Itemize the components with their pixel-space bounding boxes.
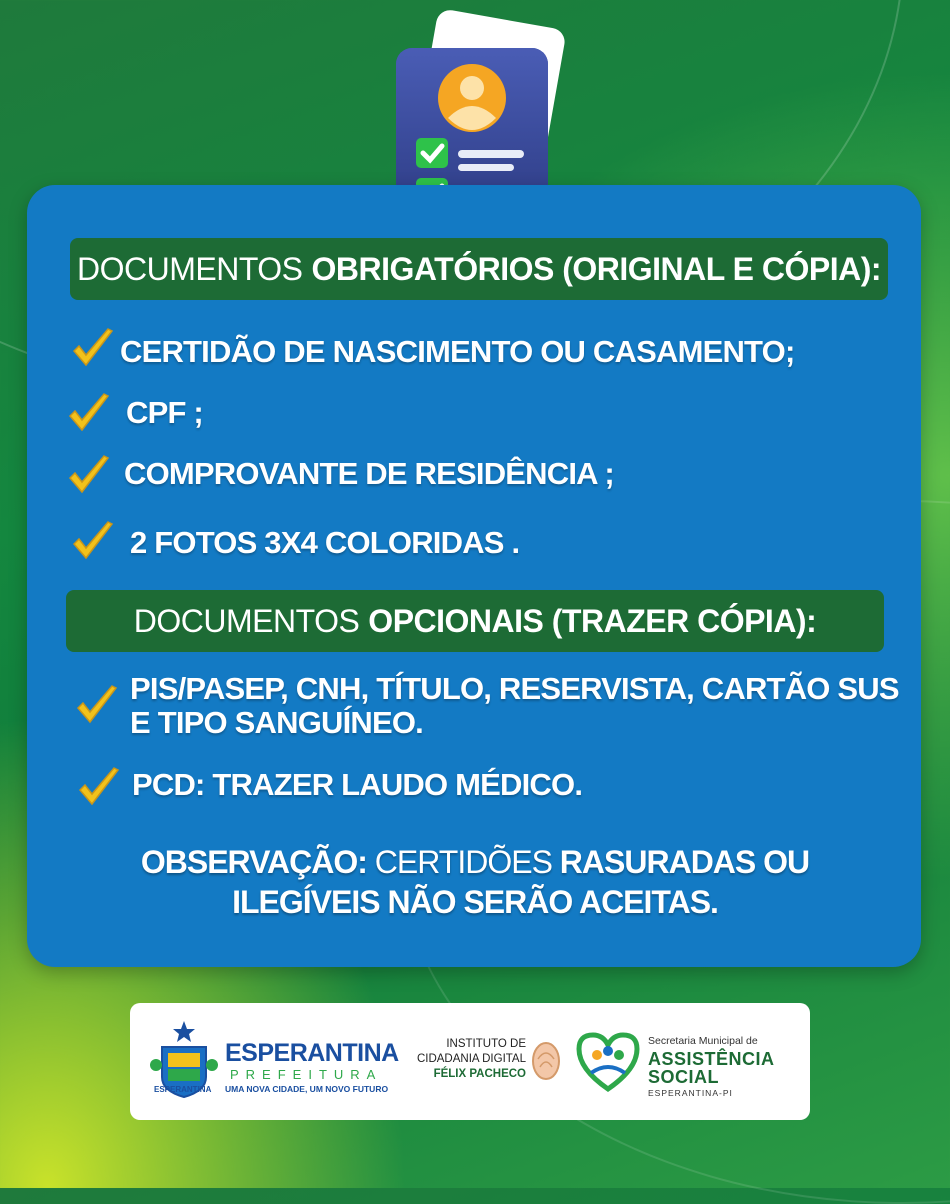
list-item	[70, 518, 519, 564]
secretary-text: Secretaria Municipal de	[648, 1035, 758, 1047]
city-name: ESPERANTINA	[225, 1039, 399, 1067]
institute-text: CIDADANIA DIGITAL	[416, 1053, 526, 1065]
check-icon	[70, 518, 116, 564]
optional-documents-heading	[66, 590, 884, 652]
secretary-text: ESPERANTINA-PI	[648, 1088, 733, 1098]
institute-logo	[398, 1037, 526, 1082]
crest-label: ESPERANTINA	[154, 1085, 212, 1094]
city-slogan: UMA NOVA CIDADE, UM NOVO FUTURO	[225, 1084, 389, 1094]
list-item-text: 2 FOTOS 3X4 COLORIDAS .	[130, 525, 520, 560]
list-item-text: PCD: TRAZER LAUDO MÉDICO.	[132, 767, 583, 802]
observation-label: OBSERVAÇÃO:	[140, 844, 367, 880]
list-item	[66, 452, 614, 498]
list-item	[70, 325, 794, 371]
check-icon	[76, 764, 122, 810]
heading-bold: OBRIGATÓRIOS (ORIGINAL E CÓPIA):	[311, 250, 881, 287]
check-icon	[70, 325, 116, 371]
fingerprint-icon	[528, 1037, 564, 1085]
list-item	[66, 390, 203, 436]
observation-text-bold: RASURADAS OU	[559, 844, 810, 880]
heading-bold: OPCIONAIS (TRAZER CÓPIA):	[368, 602, 817, 639]
heading-prefix: DOCUMENTOS	[76, 250, 303, 287]
observation-note	[60, 842, 890, 922]
heading-prefix: DOCUMENTOS	[133, 602, 360, 639]
check-icon	[66, 390, 112, 436]
list-item-text: CERTIDÃO DE NASCIMENTO OU CASAMENTO;	[120, 334, 795, 369]
secretary-text: ASSISTÊNCIA	[648, 1049, 775, 1069]
list-item-text: PIS/PASEP, CNH, TÍTULO, RESERVISTA, CARTÃO SUS	[130, 671, 899, 706]
list-item-text: CPF ;	[126, 395, 203, 430]
observation-text: CERTIDÕES	[374, 844, 552, 880]
required-documents-heading	[70, 238, 888, 300]
institute-text: INSTITUTO DE	[446, 1038, 526, 1050]
footer-logos	[130, 1003, 810, 1120]
city-subtitle: PREFEITURA	[230, 1067, 383, 1082]
check-icon	[66, 452, 112, 498]
observation-text-bold: ILEGÍVEIS NÃO SERÃO ACEITAS.	[232, 884, 718, 920]
list-item	[74, 672, 899, 740]
list-item	[76, 764, 582, 810]
check-icon	[74, 682, 120, 728]
institute-text: FÉLIX PACHECO	[433, 1068, 526, 1080]
list-item-text: COMPROVANTE DE RESIDÊNCIA ;	[124, 456, 614, 491]
heart-hands-icon	[575, 1031, 641, 1093]
secretary-text: SOCIAL	[648, 1067, 720, 1087]
list-item-text: E TIPO SANGUÍNEO.	[130, 705, 423, 740]
